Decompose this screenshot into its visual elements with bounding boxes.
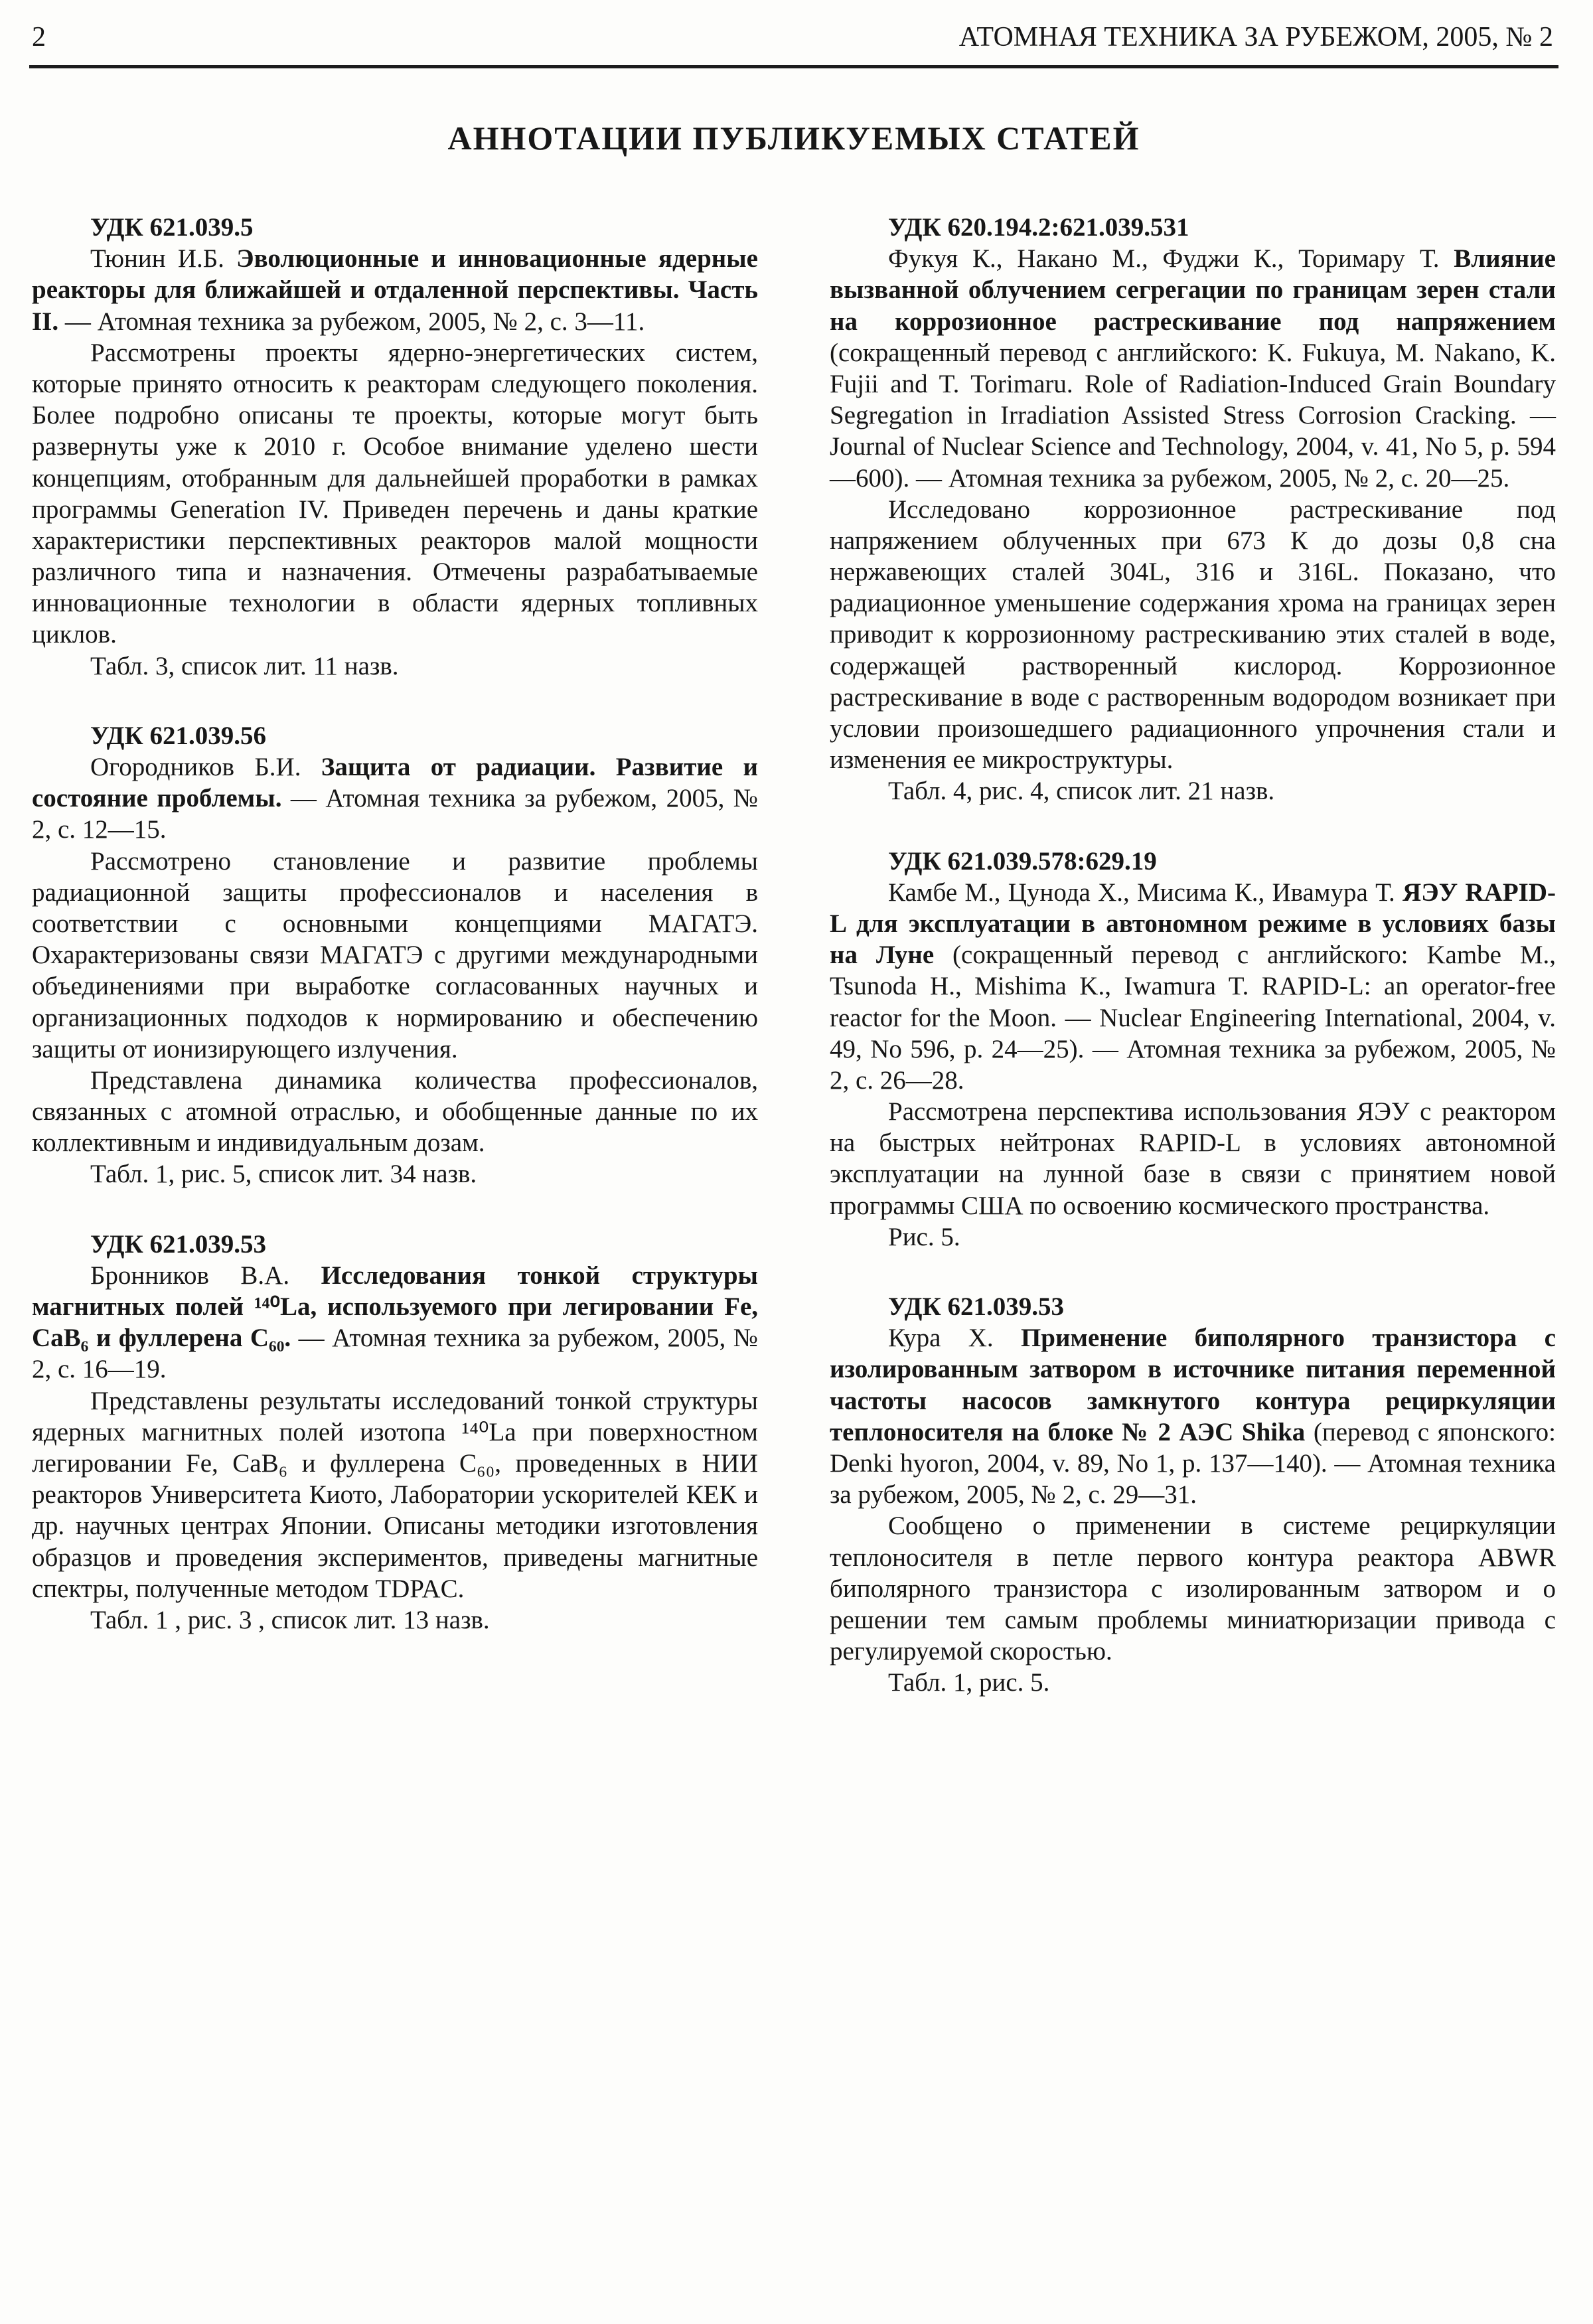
entry-source: (сокращенный перевод с английского: K. Fukuya, M. Nakano, K. Fujii and T. Torimaru. Role of Radiation-Induced Grain Boundary Segregation in Irradiation Assisted Stress Corrosion Cracking. — Journal of Nuclear Science and Technology, 2004, v. 41, No 5, p. 594—600). — Атомная техника за рубежом, 2005, № 2, с. 20—25.	[830, 338, 1556, 493]
abstract-entry	[32, 1229, 758, 1636]
entry-heading	[830, 1322, 1556, 1510]
entry-references: Табл. 1 , рис. 3 , список лит. 13 назв.	[90, 1605, 490, 1634]
entry-heading	[32, 243, 758, 337]
entry-authors: Тюнин И.Б.	[90, 244, 237, 273]
page-title: АННОТАЦИИ ПУБЛИКУЕМЫХ СТАТЕЙ	[447, 119, 1140, 157]
header-rule	[29, 65, 1558, 68]
entry-authors: Огородников Б.И.	[90, 753, 321, 781]
entry-source: — Атомная техника за рубежом, 2005, № 2, с. 3—11.	[58, 307, 645, 336]
entry-references: Табл. 4, рис. 4, список лит. 21 назв.	[888, 777, 1275, 806]
entry-source: — Атомная техника за рубежом, 2005, № 2, с. 12—15.	[32, 784, 758, 844]
entry-references: Рис. 5.	[888, 1222, 960, 1251]
entry-heading	[830, 243, 1556, 494]
abstract-entry	[830, 212, 1556, 807]
entry-title: Влияние вызванной облучением сегрегации по границам зерен стали на коррозионное растрескивание под напряжением	[830, 244, 1556, 336]
entry-source: (сокращенный перевод с английского: Kambe M., Tsunoda H., Mishima K., Iwamura T. RAPID-L: an operator-free reactor for the Moon. — Nuclear Engineering International, 2004, v. 49, No 596, p. 24—25). — Атомная техника за рубежом, 2005, № 2, с. 26—28.	[830, 941, 1556, 1095]
udk-code: УДК 621.039.56	[90, 721, 267, 750]
entry-source: — Атомная техника за рубежом, 2005, № 2, с. 16—19.	[32, 1324, 758, 1384]
entry-references: Табл. 1, рис. 5, список лит. 34 назв.	[90, 1160, 477, 1189]
entry-title: Применение биполярного транзистора с изолированным затвором в источнике питания переменной частоты насосов замкнутого контура рециркуляции теплоносителя на блоке № 2 АЭС Shika	[830, 1324, 1556, 1446]
entry-abstract-paragraph: Сообщено о применении в системе рециркуляции теплоносителя в петле первого контура реактора ABWR биполярного транзистора с изолированным затвором и о решении тем самым проблемы миниатюризации привода с регулируемой скоростью.	[830, 1511, 1556, 1666]
entry-abstract-paragraph: Представлены результаты исследований тонкой структуры ядерных магнитных полей изотопа ¹⁴⁰La при поверхностном легировании Fe, CaB₆ и фуллерена C₆₀, проведенных в НИИ реакторов Университета Киото, Лаборатории ускорителей КЕК и др. научных центрах Японии. Описаны методики изготовления образцов и проведения экспериментов, приведены магнитные спектры, полученные методом TDPAC.	[32, 1386, 758, 1603]
udk-code: УДК 621.039.578:629.19	[888, 846, 1157, 876]
entry-title: Защита от радиации. Развитие и состояние проблемы.	[32, 753, 758, 813]
udk-code: УДК 620.194.2:621.039.531	[888, 213, 1189, 242]
left-column	[32, 212, 758, 1698]
entry-abstract-paragraph: Рассмотрено становление и развитие проблемы радиационной защиты профессионалов и населения в соответствии с основными концепциями МАГАТЭ. Охарактеризованы связи МАГАТЭ с другими международными объединениями при выработке согласованных научных и организационных подходов к нормированию и обеспечению защиты от ионизирующего излучения.	[32, 846, 758, 1063]
abstract-entry	[32, 212, 758, 682]
entry-authors: Фукуя К., Накано М., Фуджи К., Торимару Т.	[888, 244, 1454, 273]
page-header	[29, 17, 1558, 65]
entry-abstract-paragraph: Рассмотрена перспектива использования ЯЭУ с реактором на быстрых нейтронах RAPID-L в условиях автономной эксплуатации на лунной базе в связи с принятием новой программы США по освоению космического пространства.	[830, 1097, 1556, 1220]
entry-authors: Камбе М., Цунода Х., Мисима К., Ивамура Т.	[888, 878, 1403, 907]
entry-authors: Кура Х.	[888, 1324, 1021, 1353]
entry-title: Исследования тонкой структуры магнитных полей ¹⁴⁰La, используемого при легировании Fe, CaB₆ и фуллерена C₆₀.	[32, 1261, 758, 1353]
right-column	[830, 212, 1556, 1698]
page-number: 2	[32, 22, 46, 52]
abstract-entry	[830, 1291, 1556, 1698]
entry-title: Эволюционные и инновационные ядерные реакторы для ближайшей и отдаленной перспективы. Часть II.	[32, 244, 758, 336]
entry-heading	[32, 1260, 758, 1385]
udk-code: УДК 621.039.53	[888, 1292, 1065, 1321]
entry-authors: Бронников В.А.	[90, 1261, 321, 1290]
entry-references: Табл. 1, рис. 5.	[888, 1668, 1050, 1697]
entry-abstract-paragraph: Исследовано коррозионное растрескивание под напряжением облученных при 673 К до дозы 0,8 сна нержавеющих сталей 304L, 316 и 316L. Показано, что радиационное уменьшение содержания хрома на границах зерен приводит к коррозионному растрескиванию этих сталей в воде, содержащей растворенный кислород. Коррозионное растрескивание в воде с растворенным водородом возникает при условии произошедшего радиационного упрочнения стали и изменения ее микроструктуры.	[830, 495, 1556, 775]
running-title: АТОМНАЯ ТЕХНИКА ЗА РУБЕЖОМ, 2005, № 2	[958, 22, 1553, 52]
udk-code: УДК 621.039.53	[90, 1229, 267, 1259]
entry-abstract-paragraph: Рассмотрены проекты ядерно-энергетических систем, которые принято относить к реакторам следующего поколения. Более подробно описаны те проекты, которые могут быть развернуты уже к 2010 г. Особое внимание уделено шести концепциям, отобранным для дальнейшей проработки в рамках программы Generation IV. Приведен перечень и даны краткие характеристики перспективных реакторов малой мощности различного типа и назначения. Отмечены разрабатываемые инновационные технологии в области ядерных топливных циклов.	[32, 338, 758, 649]
entry-title: ЯЭУ RAPID-L для эксплуатации в автономном режиме в условиях базы на Луне	[830, 878, 1556, 970]
entry-heading	[830, 877, 1556, 1096]
udk-code: УДК 621.039.5	[90, 213, 254, 242]
entry-source: (перевод с японского: Denki hyoron, 2004, v. 89, No 1, p. 137—140). — Атомная техника за рубежом, 2005, № 2, с. 29—31.	[830, 1417, 1556, 1510]
abstract-entry	[32, 720, 758, 1190]
entry-heading	[32, 751, 758, 846]
abstract-entry	[830, 846, 1556, 1253]
two-column-layout	[29, 212, 1558, 1698]
entry-abstract-paragraph: Представлена динамика количества профессионалов, связанных с атомной отраслью, и обобщенные данные по их коллективным и индивидуальным дозам.	[32, 1065, 758, 1158]
entry-references: Табл. 3, список лит. 11 назв.	[90, 651, 399, 680]
